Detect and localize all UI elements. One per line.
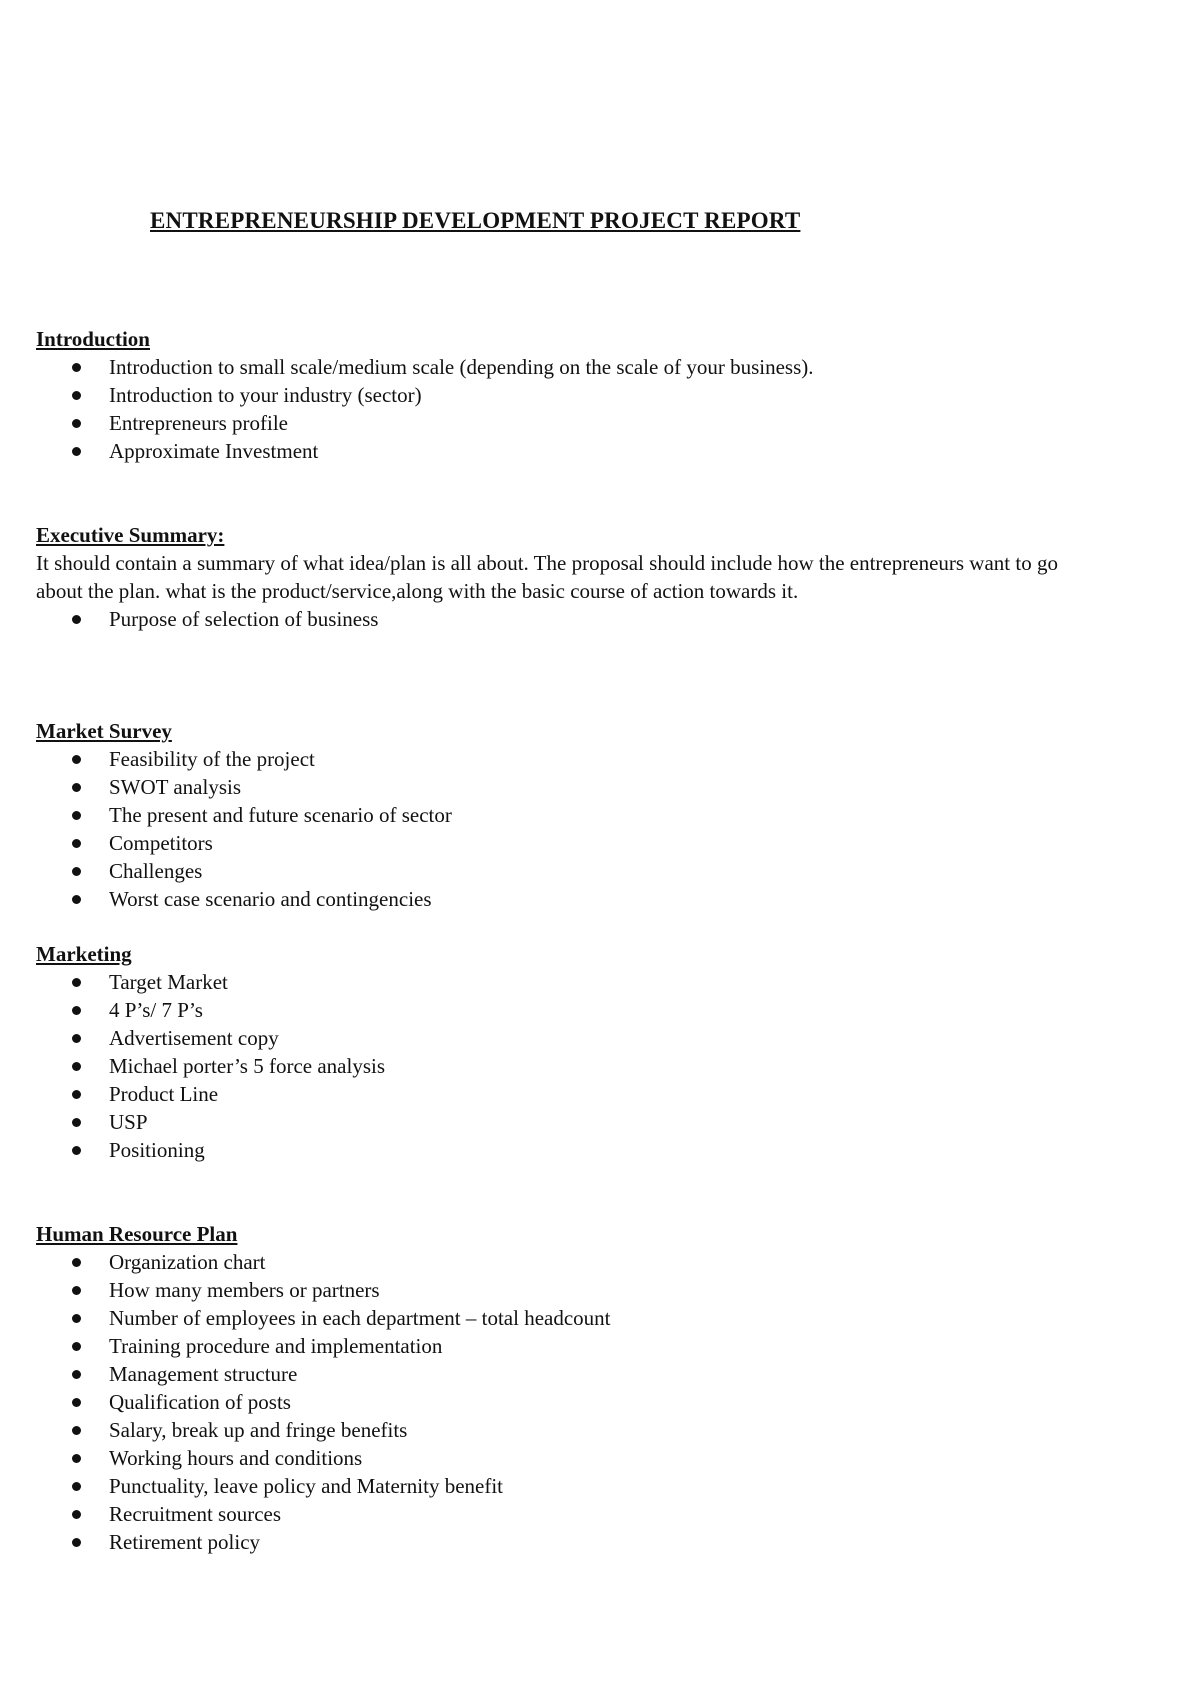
section-human-resource-plan: [36, 1220, 1136, 1556]
list-item: [36, 1388, 1136, 1416]
bullet-icon: [72, 1426, 81, 1435]
list-item: [36, 1416, 1136, 1444]
list-item-text: Competitors: [109, 831, 213, 855]
list-item: [36, 745, 1136, 773]
bullet-list: [36, 605, 1136, 633]
bullet-icon: [72, 1454, 81, 1463]
list-item: [36, 1052, 1136, 1080]
list-item-text: Target Market: [109, 970, 228, 994]
bullet-icon: [72, 1314, 81, 1323]
list-item: [36, 1444, 1136, 1472]
list-item-text: 4 P’s/ 7 P’s: [109, 998, 203, 1022]
bullet-icon: [72, 1482, 81, 1491]
list-item-text: Feasibility of the project: [109, 747, 315, 771]
bullet-icon: [72, 811, 81, 820]
bullet-icon: [72, 783, 81, 792]
list-item-text: Recruitment sources: [109, 1502, 282, 1526]
document-title: ENTREPRENEURSHIP DEVELOPMENT PROJECT REPORT: [150, 208, 801, 233]
list-item-text: Introduction to small scale/medium scale (depending on the scale of your business).: [109, 355, 814, 379]
list-item-text: Entrepreneurs profile: [109, 411, 289, 435]
bullet-icon: [72, 615, 81, 624]
bullet-icon: [72, 1090, 81, 1099]
list-item-text: Training procedure and implementation: [109, 1334, 443, 1358]
bullet-icon: [72, 1062, 81, 1071]
section-introduction: [36, 325, 1136, 465]
section-heading: Executive Summary:: [36, 523, 225, 547]
list-item: [36, 1080, 1136, 1108]
section-market-survey: [36, 717, 1136, 913]
list-item-text: Challenges: [109, 859, 203, 883]
section-executive-summary: [36, 521, 1136, 633]
bullet-list: [36, 353, 1136, 465]
list-item-text: Advertisement copy: [109, 1026, 279, 1050]
bullet-icon: [72, 1286, 81, 1295]
section-marketing: [36, 940, 1136, 1164]
section-paragraph: It should contain a summary of what idea/plan is all about. The proposal should include how the entrepreneurs want to go about the plan. what is the product/service,along with the basic course of action towards it.: [36, 551, 1058, 603]
list-item-text: SWOT analysis: [109, 775, 242, 799]
list-item-text: Qualification of posts: [109, 1390, 291, 1414]
list-item: [36, 1108, 1136, 1136]
list-item-text: Approximate Investment: [109, 439, 319, 463]
list-item-text: USP: [109, 1110, 148, 1134]
list-item-text: Punctuality, leave policy and Maternity benefit: [109, 1474, 504, 1498]
bullet-icon: [72, 1510, 81, 1519]
list-item-text: Introduction to your industry (sector): [109, 383, 422, 407]
bullet-icon: [72, 1370, 81, 1379]
list-item-text: Management structure: [109, 1362, 298, 1386]
section-heading: Market Survey: [36, 719, 172, 743]
list-item: [36, 1332, 1136, 1360]
list-item-text: Michael porter’s 5 force analysis: [109, 1054, 386, 1078]
list-item: [36, 1248, 1136, 1276]
section-heading: Human Resource Plan: [36, 1222, 238, 1246]
list-item: [36, 885, 1136, 913]
section-heading: Marketing: [36, 942, 132, 966]
list-item: [36, 1528, 1136, 1556]
bullet-list: [36, 745, 1136, 913]
list-item-text: Purpose of selection of business: [109, 607, 379, 631]
list-item-text: The present and future scenario of sector: [109, 803, 452, 827]
list-item: [36, 801, 1136, 829]
list-item: [36, 353, 1136, 381]
list-item: [36, 968, 1136, 996]
list-item-text: How many members or partners: [109, 1278, 380, 1302]
bullet-icon: [72, 895, 81, 904]
bullet-icon: [72, 447, 81, 456]
list-item: [36, 1136, 1136, 1164]
bullet-icon: [72, 755, 81, 764]
list-item-text: Retirement policy: [109, 1530, 261, 1554]
bullet-icon: [72, 839, 81, 848]
bullet-icon: [72, 1342, 81, 1351]
list-item: [36, 857, 1136, 885]
list-item-text: Product Line: [109, 1082, 219, 1106]
bullet-icon: [72, 867, 81, 876]
bullet-icon: [72, 1146, 81, 1155]
list-item-text: Positioning: [109, 1138, 205, 1162]
bullet-icon: [72, 363, 81, 372]
bullet-icon: [72, 1538, 81, 1547]
list-item-text: Number of employees in each department – total headcount: [109, 1306, 611, 1330]
list-item: [36, 773, 1136, 801]
bullet-icon: [72, 419, 81, 428]
list-item: [36, 1276, 1136, 1304]
bullet-icon: [72, 1034, 81, 1043]
list-item-text: Organization chart: [109, 1250, 266, 1274]
section-heading: Introduction: [36, 327, 150, 351]
list-item: [36, 996, 1136, 1024]
list-item-text: Salary, break up and fringe benefits: [109, 1418, 408, 1442]
list-item: [36, 1500, 1136, 1528]
list-item-text: Worst case scenario and contingencies: [109, 887, 432, 911]
list-item: [36, 829, 1136, 857]
list-item: [36, 605, 1136, 633]
list-item: [36, 1304, 1136, 1332]
list-item: [36, 1472, 1136, 1500]
bullet-icon: [72, 1258, 81, 1267]
list-item: [36, 1360, 1136, 1388]
bullet-icon: [72, 391, 81, 400]
list-item: [36, 1024, 1136, 1052]
bullet-icon: [72, 1006, 81, 1015]
bullet-icon: [72, 978, 81, 987]
bullet-icon: [72, 1398, 81, 1407]
bullet-list: [36, 1248, 1136, 1556]
bullet-icon: [72, 1118, 81, 1127]
list-item: [36, 381, 1136, 409]
list-item: [36, 409, 1136, 437]
list-item: [36, 437, 1136, 465]
bullet-list: [36, 968, 1136, 1164]
list-item-text: Working hours and conditions: [109, 1446, 363, 1470]
